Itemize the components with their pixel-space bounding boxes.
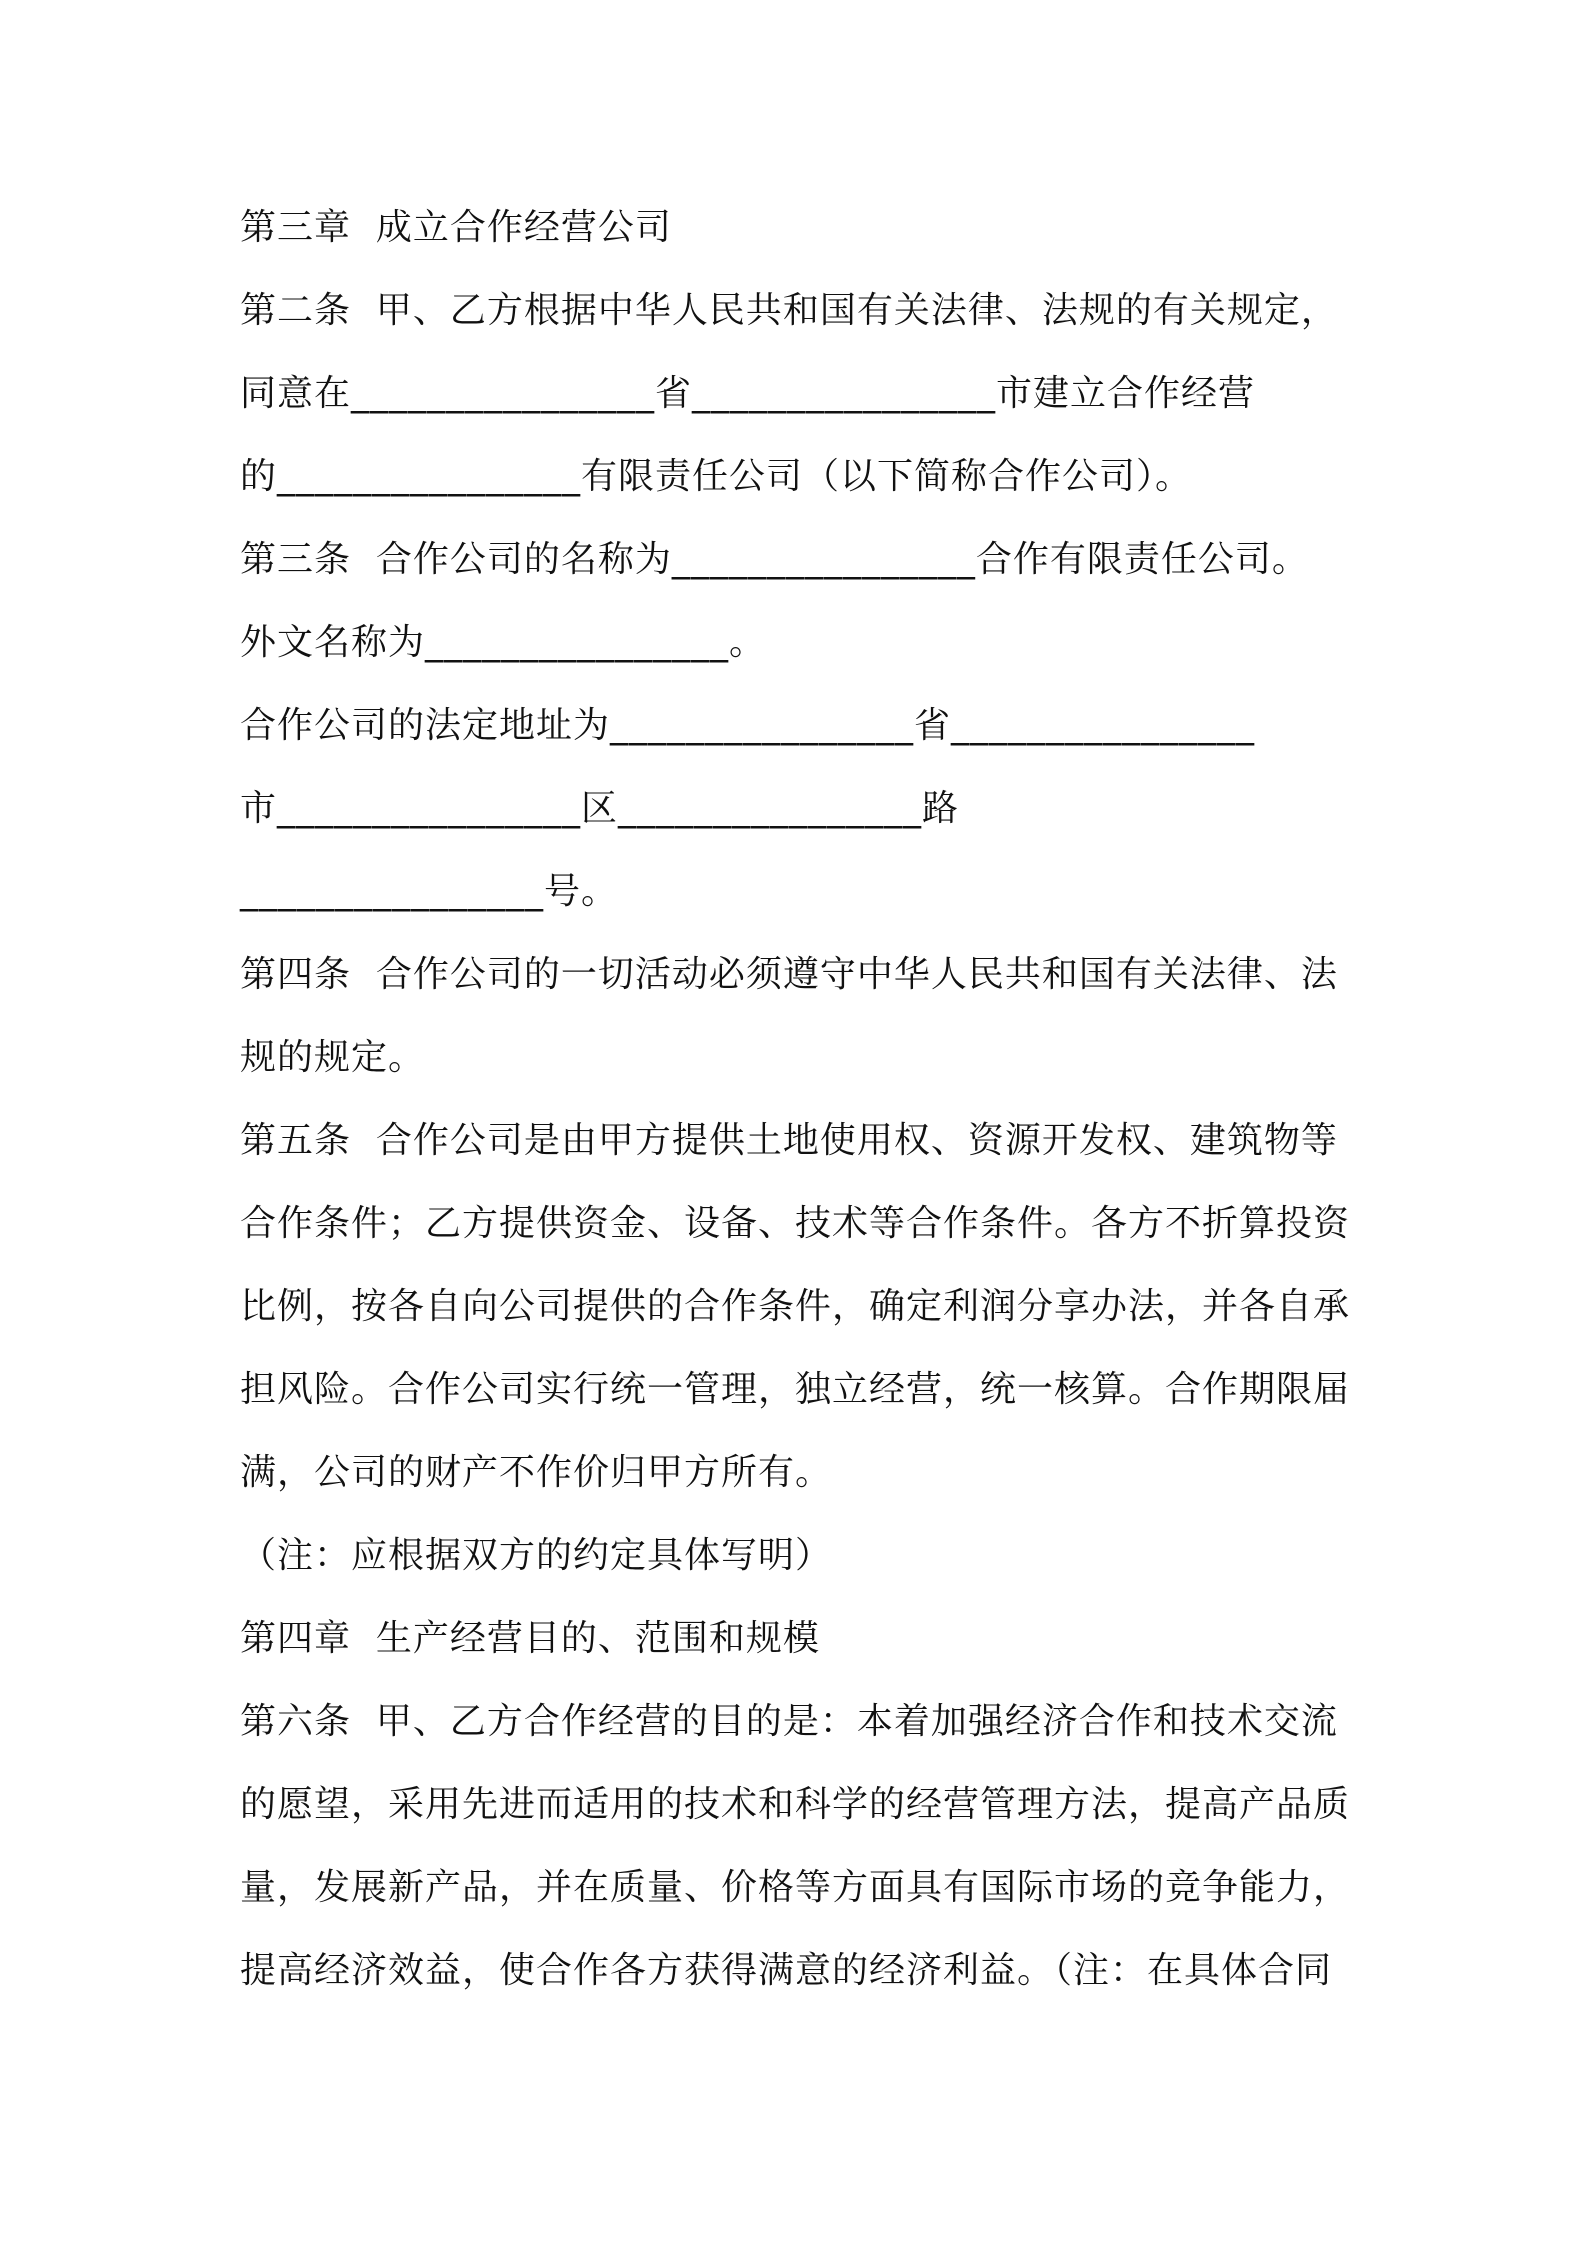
article-3-address-line-3: ________________号。 (240, 871, 619, 912)
article-3-address-line-1: 合作公司的法定地址为________________省________________ (240, 705, 1256, 746)
article-5-line-2: 合作条件；乙方提供资金、设备、技术等合作条件。各方不折算投资 (240, 1203, 1351, 1244)
chapter-3-heading: 第三章 成立合作经营公司 (240, 207, 672, 248)
article-3-address-line-2: 市________________区________________路 (240, 788, 959, 829)
article-6-line-4: 提高经济效益，使合作各方获得满意的经济利益。（注：在具体合同 (240, 1950, 1333, 1991)
article-5-line-4: 担风险。合作公司实行统一管理，独立经营，统一核算。合作期限届 (240, 1369, 1351, 1410)
article-3-line-1: 第三条 合作公司的名称为________________合作有限责任公司。 (240, 539, 1309, 580)
chapter-4-heading: 第四章 生产经营目的、范围和规模 (240, 1618, 820, 1659)
article-2-line-2: 同意在________________省________________市建立合作经营 (240, 373, 1256, 414)
article-5-line-1: 第五条 合作公司是由甲方提供土地使用权、资源开发权、建筑物等 (240, 1120, 1338, 1161)
article-6-line-2: 的愿望，采用先进而适用的技术和科学的经营管理方法，提高产品质 (240, 1784, 1351, 1825)
article-2-line-1: 第二条 甲、乙方根据中华人民共和国有关法律、法规的有关规定， (240, 290, 1338, 331)
article-4-line-2: 规的规定。 (240, 1037, 426, 1078)
note-line: （注：应根据双方的约定具体写明） (240, 1535, 833, 1576)
article-6-line-3: 量，发展新产品，并在质量、价格等方面具有国际市场的竞争能力， (240, 1867, 1351, 1908)
article-3-line-2: 外文名称为________________。 (240, 622, 767, 663)
article-4-line-1: 第四条 合作公司的一切活动必须遵守中华人民共和国有关法律、法 (240, 954, 1338, 995)
article-6-line-1: 第六条 甲、乙方合作经营的目的是：本着加强经济合作和技术交流 (240, 1701, 1338, 1742)
article-5-line-3: 比例，按各自向公司提供的合作条件，确定利润分享办法，并各自承 (240, 1286, 1351, 1327)
article-5-line-5: 满，公司的财产不作价归甲方所有。 (240, 1452, 833, 1493)
article-2-line-3: 的________________有限责任公司（以下简称合作公司）。 (240, 456, 1193, 497)
